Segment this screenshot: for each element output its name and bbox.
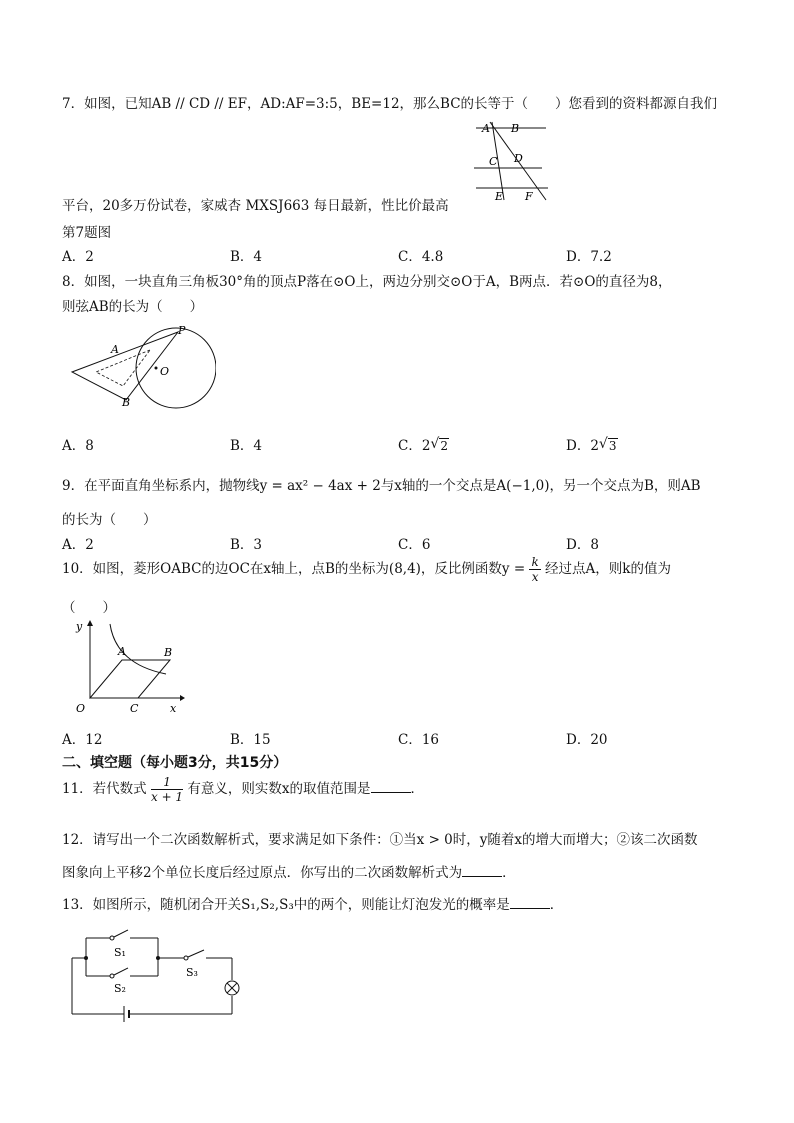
q9-option-a[interactable]: A．2: [62, 537, 94, 553]
q10-option-d[interactable]: D．20: [566, 732, 608, 748]
q8-option-d-radicand: 3: [608, 439, 617, 453]
q9-option-d[interactable]: D．8: [566, 537, 599, 553]
q8-text-line1: 8．如图，一块直角三角板30°角的顶点P落在⊙O上，两边分别交⊙O于A，B两点．若⊙O的直径为8，: [62, 274, 672, 290]
q11-after: 有意义，则实数x的取值范围是: [187, 781, 371, 797]
q10-frac-den: x: [531, 570, 539, 584]
q11-end: ．: [410, 781, 424, 797]
q10-fraction: [529, 556, 540, 583]
q9-option-b[interactable]: B．3: [230, 537, 263, 553]
section-title-fill-in: 二、填空题（每小题3分，共15分）: [62, 755, 288, 771]
q7-label-B: B: [511, 122, 520, 135]
q12-text-line2: [62, 861, 516, 881]
q10-text-line2: （ ）: [62, 600, 116, 616]
q8-option-c[interactable]: C．2 √ 2: [398, 436, 449, 454]
q10-label-A: A: [118, 645, 126, 658]
q10-frac-num: k: [531, 555, 539, 569]
q13-end: ．: [549, 897, 564, 913]
q7-label-E: E: [495, 190, 504, 203]
q13-label-s2: S₂: [114, 982, 126, 995]
q10-figure: [66, 618, 186, 718]
q7-label-F: F: [525, 190, 533, 203]
q13-label-s3: S₃: [186, 966, 198, 979]
q8-figure: [66, 320, 216, 412]
q8-text-line2: 则弦AB的长为（ ）: [62, 299, 204, 315]
q10-label-C: C: [130, 702, 139, 715]
q7-figure: [466, 118, 556, 206]
q10-option-c[interactable]: C．16: [398, 732, 440, 748]
q12-answer-blank[interactable]: [462, 864, 502, 877]
q10-label-x: x: [170, 702, 177, 715]
q7-label-C: C: [489, 155, 498, 168]
q9-option-c[interactable]: C．6: [398, 537, 431, 553]
q9-text-line2: 的长为（ ）: [62, 512, 157, 528]
q7-text-line1: 7．如图，已知AB // CD // EF，AD:AF=3:5，BE=12，那么BC的长等于（ ）您看到的资料都源自我们: [62, 96, 718, 112]
q13-text: [62, 893, 563, 913]
q8-label-B: B: [122, 396, 131, 409]
q10-text-after: 经过点A，则k的值为: [545, 561, 671, 577]
q8-option-d[interactable]: D．2 √ 3: [566, 436, 617, 454]
q13-answer-blank[interactable]: [510, 896, 550, 909]
q12-text-line1: 12．请写出一个二次函数解析式，要求满足如下条件：①当x > 0时，y随着x的增大而增大；②该二次函数: [62, 832, 698, 848]
q8-label-P: P: [178, 324, 186, 337]
q7-option-a[interactable]: A．2: [62, 249, 94, 265]
q13-label-s1: S₁: [114, 946, 126, 959]
q8-option-c-radicand: 2: [440, 439, 449, 453]
q7-label-D: D: [514, 152, 523, 165]
q7-option-c[interactable]: C．4.8: [398, 249, 444, 265]
q8-label-A: A: [111, 343, 119, 356]
q9-text-line1: 9．在平面直角坐标系内，抛物线y = ax² − 4ax + 2与x轴的一个交点是A(−1,0)，另一个交点为B，则AB: [62, 478, 701, 494]
q8-option-b[interactable]: B．4: [230, 438, 263, 454]
q11-fraction: [151, 776, 183, 803]
q12-end: ．: [502, 865, 516, 881]
q7-option-b[interactable]: B．4: [230, 249, 263, 265]
q8-option-d-label: D．2: [566, 438, 599, 454]
q11-answer-blank[interactable]: [371, 780, 411, 793]
q10-label-B: B: [164, 646, 173, 659]
q10-option-b[interactable]: B．15: [230, 732, 271, 748]
q13-line-text: 13．如图所示，随机闭合开关S₁,S₂,S₃中的两个，则能让灯泡发光的概率是: [62, 897, 510, 913]
q7-caption: 第7题图: [62, 225, 112, 241]
q10-label-O: O: [76, 702, 86, 715]
q11-before: 11．若代数式: [62, 781, 147, 797]
q7-text-line2: 平台，20多万份试卷，家威杏 MXSJ663 每日最新，性比价最高: [62, 198, 449, 214]
q8-option-a[interactable]: A．8: [62, 438, 94, 454]
q10-text-before: 10．如图，菱形OABC的边OC在x轴上，点B的坐标为(8,4)，反比例函数y =: [62, 561, 526, 577]
q11-frac-num: 1: [151, 776, 183, 790]
q12-line2-text: 图象向上平移2个单位长度后经过原点．你写出的二次函数解析式为: [62, 865, 463, 881]
q10-text-line1: [62, 556, 671, 583]
q10-option-a[interactable]: A．12: [62, 732, 103, 748]
q11-text: [62, 776, 424, 803]
q10-label-y: y: [76, 620, 83, 633]
q11-frac-den: x + 1: [150, 790, 184, 804]
q7-option-d[interactable]: D．7.2: [566, 249, 612, 265]
q8-option-c-label: C．2: [398, 438, 431, 454]
q7-label-A: A: [482, 122, 490, 135]
q13-circuit-figure: [66, 928, 246, 1024]
q8-label-O: O: [160, 365, 170, 378]
